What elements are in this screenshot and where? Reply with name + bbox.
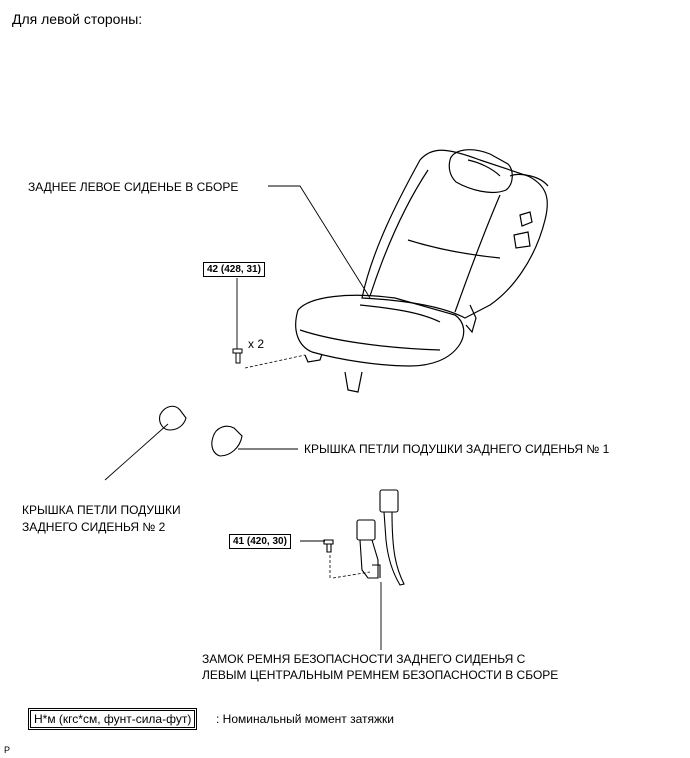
buckle-lower-icon	[357, 520, 375, 540]
label-cover-no2-line1: КРЫШКА ПЕТЛИ ПОДУШКИ	[22, 503, 181, 517]
torque-box-seat-bolt: 42 (428, 31)	[203, 262, 265, 277]
leader-seat	[268, 186, 370, 298]
seat-cushion	[296, 295, 464, 366]
leader-cover-no2	[105, 424, 168, 480]
bolt-quantity: x 2	[248, 337, 265, 351]
label-cover-no2-line2: ЗАДНЕГО СИДЕНЬЯ № 2	[22, 520, 166, 534]
label-cover-no1: КРЫШКА ПЕТЛИ ПОДУШКИ ЗАДНЕГО СИДЕНЬЯ № 1	[304, 442, 610, 456]
reference-code: P	[4, 745, 11, 755]
buckle-upper-icon	[380, 490, 398, 512]
seat-headrest	[449, 150, 512, 193]
label-buckle-line2: ЛЕВЫМ ЦЕНТРАЛЬНЫМ РЕМНЕМ БЕЗОПАСНОСТИ В СБОРЕ	[202, 668, 559, 682]
buckle-bolt-icon	[324, 540, 333, 552]
hinge-cover-no1-icon	[212, 426, 242, 456]
legend-units-box: Н*м (кгс*см, фунт-сила-фут)	[30, 710, 195, 728]
legend-description: : Номинальный момент затяжки	[216, 712, 394, 726]
label-buckle-line1: ЗАМОК РЕМНЯ БЕЗОПАСНОСТИ ЗАДНЕГО СИДЕНЬЯ С	[202, 652, 526, 666]
label-seat-assembly: ЗАДНЕЕ ЛЕВОЕ СИДЕНЬЕ В СБОРЕ	[28, 180, 239, 194]
seat-bolt-icon	[233, 349, 242, 363]
hinge-cover-no2-icon	[160, 406, 186, 430]
torque-box-buckle-bolt: 41 (420, 30)	[229, 534, 291, 549]
page-title: Для левой стороны:	[12, 11, 143, 27]
